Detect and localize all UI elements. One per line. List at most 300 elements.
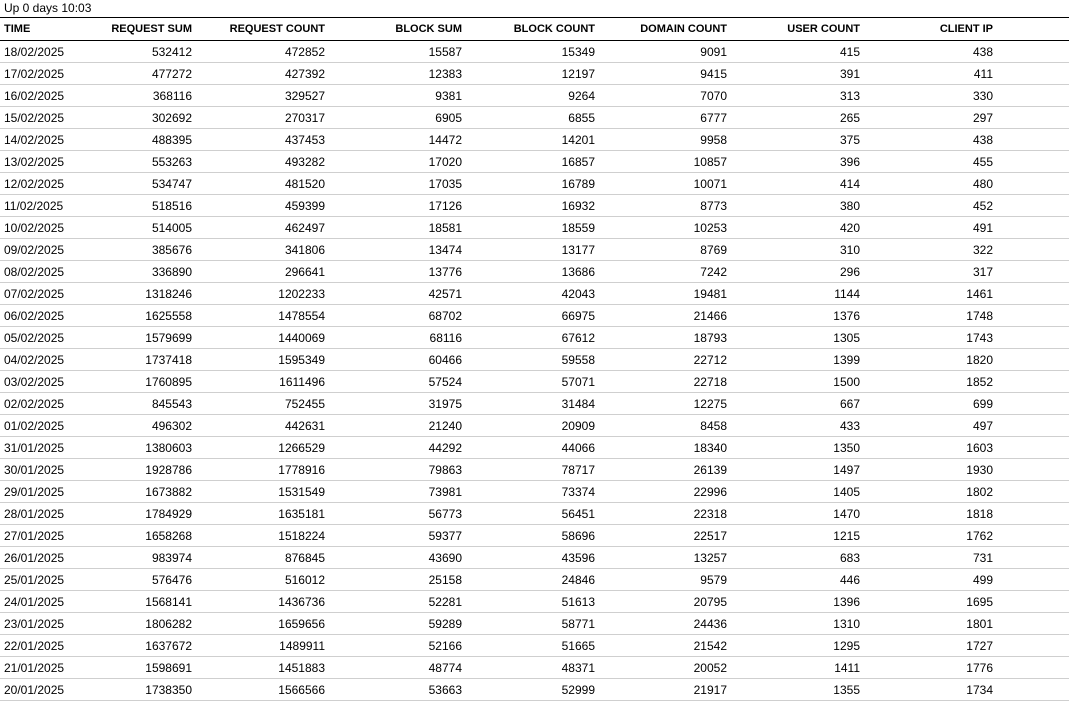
- cell-block-sum: 68116: [325, 327, 462, 349]
- cell-time: 05/02/2025: [0, 327, 106, 349]
- cell-user-count: 667: [727, 393, 860, 415]
- cell-block-sum: 17035: [325, 173, 462, 195]
- table-row: [0, 85, 1069, 107]
- cell-user-count: 375: [727, 129, 860, 151]
- cell-spacer: [993, 635, 1069, 657]
- cell-client-ip: 1852: [860, 371, 993, 393]
- cell-block-count: 18559: [462, 217, 595, 239]
- cell-request-sum: 1737418: [106, 349, 192, 371]
- cell-request-count: 462497: [192, 217, 325, 239]
- cell-request-sum: 1637672: [106, 635, 192, 657]
- cell-client-ip: 480: [860, 173, 993, 195]
- cell-block-sum: 13474: [325, 239, 462, 261]
- cell-request-count: 1659656: [192, 613, 325, 635]
- cell-request-sum: 1625558: [106, 305, 192, 327]
- cell-domain-count: 22517: [595, 525, 727, 547]
- cell-block-sum: 59289: [325, 613, 462, 635]
- cell-block-count: 56451: [462, 503, 595, 525]
- cell-spacer: [993, 151, 1069, 173]
- cell-time: 25/01/2025: [0, 569, 106, 591]
- table-row: [0, 107, 1069, 129]
- cell-domain-count: 9091: [595, 41, 727, 63]
- table-row: [0, 349, 1069, 371]
- cell-block-count: 78717: [462, 459, 595, 481]
- cell-domain-count: 21466: [595, 305, 727, 327]
- cell-time: 13/02/2025: [0, 151, 106, 173]
- table-row: [0, 239, 1069, 261]
- cell-domain-count: 20052: [595, 657, 727, 679]
- cell-request-sum: 477272: [106, 63, 192, 85]
- cell-spacer: [993, 415, 1069, 437]
- cell-time: 02/02/2025: [0, 393, 106, 415]
- table-row: [0, 283, 1069, 305]
- cell-time: 29/01/2025: [0, 481, 106, 503]
- cell-spacer: [993, 305, 1069, 327]
- cell-user-count: 1396: [727, 591, 860, 613]
- cell-time: 22/01/2025: [0, 635, 106, 657]
- cell-domain-count: 7070: [595, 85, 727, 107]
- cell-user-count: 1497: [727, 459, 860, 481]
- cell-spacer: [993, 437, 1069, 459]
- cell-block-count: 15349: [462, 41, 595, 63]
- cell-request-sum: 518516: [106, 195, 192, 217]
- cell-user-count: 265: [727, 107, 860, 129]
- cell-user-count: 415: [727, 41, 860, 63]
- cell-spacer: [993, 613, 1069, 635]
- cell-request-count: 1266529: [192, 437, 325, 459]
- cell-time: 10/02/2025: [0, 217, 106, 239]
- cell-request-sum: 368116: [106, 85, 192, 107]
- cell-client-ip: 1695: [860, 591, 993, 613]
- table-row: [0, 525, 1069, 547]
- cell-block-sum: 68702: [325, 305, 462, 327]
- cell-spacer: [993, 129, 1069, 151]
- cell-domain-count: 13257: [595, 547, 727, 569]
- header-block-count: BLOCK COUNT: [462, 18, 595, 41]
- cell-spacer: [993, 481, 1069, 503]
- cell-time: 16/02/2025: [0, 85, 106, 107]
- header-spacer: [993, 18, 1069, 41]
- table-row: [0, 657, 1069, 679]
- table-row: [0, 129, 1069, 151]
- cell-block-sum: 52281: [325, 591, 462, 613]
- cell-client-ip: 411: [860, 63, 993, 85]
- cell-user-count: 1355: [727, 679, 860, 701]
- cell-request-count: 1202233: [192, 283, 325, 305]
- cell-time: 03/02/2025: [0, 371, 106, 393]
- cell-user-count: 1470: [727, 503, 860, 525]
- cell-block-sum: 21240: [325, 415, 462, 437]
- table-row: [0, 459, 1069, 481]
- cell-block-sum: 6905: [325, 107, 462, 129]
- cell-client-ip: 1743: [860, 327, 993, 349]
- cell-request-count: 329527: [192, 85, 325, 107]
- cell-block-sum: 14472: [325, 129, 462, 151]
- cell-spacer: [993, 349, 1069, 371]
- cell-block-count: 13177: [462, 239, 595, 261]
- cell-block-count: 14201: [462, 129, 595, 151]
- cell-request-count: 481520: [192, 173, 325, 195]
- table-row: [0, 41, 1069, 63]
- cell-block-sum: 60466: [325, 349, 462, 371]
- table-row: [0, 613, 1069, 635]
- table-header-row: [0, 18, 1069, 41]
- table-row: [0, 635, 1069, 657]
- cell-user-count: 1411: [727, 657, 860, 679]
- cell-domain-count: 10253: [595, 217, 727, 239]
- cell-request-sum: 553263: [106, 151, 192, 173]
- cell-time: 14/02/2025: [0, 129, 106, 151]
- cell-spacer: [993, 459, 1069, 481]
- cell-client-ip: 1818: [860, 503, 993, 525]
- cell-request-count: 516012: [192, 569, 325, 591]
- cell-spacer: [993, 393, 1069, 415]
- cell-time: 15/02/2025: [0, 107, 106, 129]
- daily-stats-table: [0, 18, 1069, 701]
- cell-time: 31/01/2025: [0, 437, 106, 459]
- cell-block-count: 44066: [462, 437, 595, 459]
- table-row: [0, 151, 1069, 173]
- table-row: [0, 415, 1069, 437]
- cell-time: 01/02/2025: [0, 415, 106, 437]
- cell-spacer: [993, 173, 1069, 195]
- cell-request-sum: 336890: [106, 261, 192, 283]
- cell-domain-count: 21917: [595, 679, 727, 701]
- table-row: [0, 547, 1069, 569]
- cell-user-count: 1295: [727, 635, 860, 657]
- table-row: [0, 679, 1069, 701]
- cell-user-count: 1350: [727, 437, 860, 459]
- cell-domain-count: 22318: [595, 503, 727, 525]
- cell-time: 09/02/2025: [0, 239, 106, 261]
- header-request-sum: REQUEST SUM: [106, 18, 192, 41]
- cell-request-count: 437453: [192, 129, 325, 151]
- cell-spacer: [993, 525, 1069, 547]
- cell-block-count: 57071: [462, 371, 595, 393]
- cell-time: 21/01/2025: [0, 657, 106, 679]
- cell-client-ip: 1930: [860, 459, 993, 481]
- cell-client-ip: 438: [860, 129, 993, 151]
- cell-request-count: 459399: [192, 195, 325, 217]
- cell-request-sum: 1579699: [106, 327, 192, 349]
- cell-block-count: 20909: [462, 415, 595, 437]
- cell-block-count: 16932: [462, 195, 595, 217]
- cell-client-ip: 1802: [860, 481, 993, 503]
- cell-request-count: 1531549: [192, 481, 325, 503]
- cell-user-count: 1405: [727, 481, 860, 503]
- cell-block-count: 58696: [462, 525, 595, 547]
- cell-user-count: 1376: [727, 305, 860, 327]
- table-row: [0, 503, 1069, 525]
- cell-request-sum: 302692: [106, 107, 192, 129]
- cell-block-sum: 17020: [325, 151, 462, 173]
- cell-block-count: 51665: [462, 635, 595, 657]
- cell-client-ip: 699: [860, 393, 993, 415]
- table-row: [0, 305, 1069, 327]
- cell-domain-count: 9579: [595, 569, 727, 591]
- cell-client-ip: 455: [860, 151, 993, 173]
- cell-request-sum: 576476: [106, 569, 192, 591]
- cell-block-count: 24846: [462, 569, 595, 591]
- cell-request-count: 1611496: [192, 371, 325, 393]
- cell-spacer: [993, 261, 1069, 283]
- cell-request-count: 472852: [192, 41, 325, 63]
- cell-time: 20/01/2025: [0, 679, 106, 701]
- cell-spacer: [993, 239, 1069, 261]
- cell-client-ip: 1762: [860, 525, 993, 547]
- cell-client-ip: 1776: [860, 657, 993, 679]
- cell-domain-count: 24436: [595, 613, 727, 635]
- cell-request-count: 1451883: [192, 657, 325, 679]
- cell-user-count: 1399: [727, 349, 860, 371]
- cell-request-count: 1440069: [192, 327, 325, 349]
- cell-block-count: 52999: [462, 679, 595, 701]
- cell-client-ip: 491: [860, 217, 993, 239]
- cell-block-count: 43596: [462, 547, 595, 569]
- cell-time: 23/01/2025: [0, 613, 106, 635]
- cell-time: 30/01/2025: [0, 459, 106, 481]
- cell-user-count: 391: [727, 63, 860, 85]
- cell-client-ip: 297: [860, 107, 993, 129]
- cell-request-count: 1489911: [192, 635, 325, 657]
- cell-domain-count: 9415: [595, 63, 727, 85]
- cell-block-sum: 12383: [325, 63, 462, 85]
- table-row: [0, 481, 1069, 503]
- cell-request-sum: 532412: [106, 41, 192, 63]
- cell-user-count: 310: [727, 239, 860, 261]
- cell-domain-count: 8458: [595, 415, 727, 437]
- cell-spacer: [993, 217, 1069, 239]
- cell-client-ip: 1461: [860, 283, 993, 305]
- cell-block-count: 66975: [462, 305, 595, 327]
- cell-domain-count: 9958: [595, 129, 727, 151]
- cell-request-count: 442631: [192, 415, 325, 437]
- cell-block-sum: 48774: [325, 657, 462, 679]
- cell-request-sum: 845543: [106, 393, 192, 415]
- cell-user-count: 1310: [727, 613, 860, 635]
- cell-user-count: 420: [727, 217, 860, 239]
- cell-block-sum: 56773: [325, 503, 462, 525]
- cell-domain-count: 6777: [595, 107, 727, 129]
- cell-request-sum: 1760895: [106, 371, 192, 393]
- cell-block-count: 6855: [462, 107, 595, 129]
- cell-spacer: [993, 327, 1069, 349]
- cell-client-ip: 1603: [860, 437, 993, 459]
- cell-time: 11/02/2025: [0, 195, 106, 217]
- cell-spacer: [993, 371, 1069, 393]
- header-time: TIME: [0, 18, 106, 41]
- table-row: [0, 393, 1069, 415]
- cell-request-sum: 1598691: [106, 657, 192, 679]
- cell-block-sum: 18581: [325, 217, 462, 239]
- cell-time: 24/01/2025: [0, 591, 106, 613]
- cell-request-count: 493282: [192, 151, 325, 173]
- cell-block-sum: 57524: [325, 371, 462, 393]
- cell-domain-count: 18793: [595, 327, 727, 349]
- cell-request-count: 1436736: [192, 591, 325, 613]
- cell-user-count: 296: [727, 261, 860, 283]
- cell-block-sum: 25158: [325, 569, 462, 591]
- cell-time: 26/01/2025: [0, 547, 106, 569]
- cell-time: 07/02/2025: [0, 283, 106, 305]
- cell-spacer: [993, 569, 1069, 591]
- cell-request-count: 296641: [192, 261, 325, 283]
- cell-user-count: 1215: [727, 525, 860, 547]
- cell-spacer: [993, 63, 1069, 85]
- cell-request-sum: 534747: [106, 173, 192, 195]
- cell-request-sum: 1673882: [106, 481, 192, 503]
- cell-request-count: 1595349: [192, 349, 325, 371]
- cell-request-sum: 514005: [106, 217, 192, 239]
- cell-request-count: 270317: [192, 107, 325, 129]
- cell-request-count: 1566566: [192, 679, 325, 701]
- cell-client-ip: 330: [860, 85, 993, 107]
- table-row: [0, 173, 1069, 195]
- cell-request-sum: 1738350: [106, 679, 192, 701]
- cell-domain-count: 19481: [595, 283, 727, 305]
- cell-request-count: 1778916: [192, 459, 325, 481]
- table-body: [0, 41, 1069, 701]
- cell-block-sum: 13776: [325, 261, 462, 283]
- cell-domain-count: 22712: [595, 349, 727, 371]
- cell-client-ip: 452: [860, 195, 993, 217]
- cell-block-count: 13686: [462, 261, 595, 283]
- cell-client-ip: 497: [860, 415, 993, 437]
- table-row: [0, 569, 1069, 591]
- cell-client-ip: 1748: [860, 305, 993, 327]
- cell-time: 27/01/2025: [0, 525, 106, 547]
- cell-block-sum: 9381: [325, 85, 462, 107]
- cell-request-sum: 1928786: [106, 459, 192, 481]
- cell-client-ip: 1727: [860, 635, 993, 657]
- cell-client-ip: 1820: [860, 349, 993, 371]
- uptime-status: Up 0 days 10:03: [0, 0, 1069, 18]
- cell-domain-count: 20795: [595, 591, 727, 613]
- cell-user-count: 313: [727, 85, 860, 107]
- table-row: [0, 371, 1069, 393]
- cell-domain-count: 21542: [595, 635, 727, 657]
- cell-domain-count: 22718: [595, 371, 727, 393]
- cell-request-count: 1478554: [192, 305, 325, 327]
- cell-block-count: 48371: [462, 657, 595, 679]
- cell-request-count: 1635181: [192, 503, 325, 525]
- header-client-ip: CLIENT IP: [860, 18, 993, 41]
- cell-block-count: 16789: [462, 173, 595, 195]
- cell-domain-count: 12275: [595, 393, 727, 415]
- table-row: [0, 63, 1069, 85]
- cell-request-sum: 1568141: [106, 591, 192, 613]
- cell-request-sum: 983974: [106, 547, 192, 569]
- cell-block-count: 31484: [462, 393, 595, 415]
- cell-block-sum: 42571: [325, 283, 462, 305]
- cell-user-count: 1144: [727, 283, 860, 305]
- cell-client-ip: 1801: [860, 613, 993, 635]
- cell-spacer: [993, 283, 1069, 305]
- cell-block-count: 51613: [462, 591, 595, 613]
- cell-block-count: 59558: [462, 349, 595, 371]
- cell-block-count: 42043: [462, 283, 595, 305]
- cell-request-sum: 1658268: [106, 525, 192, 547]
- table-row: [0, 261, 1069, 283]
- cell-client-ip: 731: [860, 547, 993, 569]
- cell-request-sum: 1380603: [106, 437, 192, 459]
- cell-time: 18/02/2025: [0, 41, 106, 63]
- cell-block-count: 73374: [462, 481, 595, 503]
- cell-user-count: 433: [727, 415, 860, 437]
- cell-block-sum: 59377: [325, 525, 462, 547]
- header-user-count: USER COUNT: [727, 18, 860, 41]
- cell-spacer: [993, 195, 1069, 217]
- cell-block-sum: 31975: [325, 393, 462, 415]
- cell-client-ip: 1734: [860, 679, 993, 701]
- cell-block-sum: 53663: [325, 679, 462, 701]
- cell-block-sum: 15587: [325, 41, 462, 63]
- cell-spacer: [993, 591, 1069, 613]
- cell-request-count: 427392: [192, 63, 325, 85]
- cell-spacer: [993, 547, 1069, 569]
- cell-block-sum: 79863: [325, 459, 462, 481]
- cell-domain-count: 18340: [595, 437, 727, 459]
- table-row: [0, 195, 1069, 217]
- cell-domain-count: 22996: [595, 481, 727, 503]
- cell-domain-count: 8769: [595, 239, 727, 261]
- table-row: [0, 327, 1069, 349]
- cell-request-count: 1518224: [192, 525, 325, 547]
- cell-block-sum: 52166: [325, 635, 462, 657]
- cell-block-sum: 73981: [325, 481, 462, 503]
- cell-client-ip: 438: [860, 41, 993, 63]
- cell-block-count: 67612: [462, 327, 595, 349]
- cell-time: 06/02/2025: [0, 305, 106, 327]
- cell-block-count: 9264: [462, 85, 595, 107]
- cell-block-count: 58771: [462, 613, 595, 635]
- table-row: [0, 437, 1069, 459]
- cell-request-count: 341806: [192, 239, 325, 261]
- cell-domain-count: 8773: [595, 195, 727, 217]
- cell-domain-count: 10857: [595, 151, 727, 173]
- table-row: [0, 591, 1069, 613]
- cell-time: 12/02/2025: [0, 173, 106, 195]
- cell-time: 08/02/2025: [0, 261, 106, 283]
- cell-time: 04/02/2025: [0, 349, 106, 371]
- cell-spacer: [993, 41, 1069, 63]
- cell-block-sum: 17126: [325, 195, 462, 217]
- cell-spacer: [993, 657, 1069, 679]
- cell-user-count: 1305: [727, 327, 860, 349]
- cell-time: 17/02/2025: [0, 63, 106, 85]
- cell-user-count: 1500: [727, 371, 860, 393]
- cell-client-ip: 322: [860, 239, 993, 261]
- cell-request-sum: 496302: [106, 415, 192, 437]
- cell-user-count: 414: [727, 173, 860, 195]
- cell-time: 28/01/2025: [0, 503, 106, 525]
- cell-spacer: [993, 85, 1069, 107]
- cell-user-count: 446: [727, 569, 860, 591]
- table-row: [0, 217, 1069, 239]
- cell-domain-count: 10071: [595, 173, 727, 195]
- cell-request-sum: 1784929: [106, 503, 192, 525]
- header-domain-count: DOMAIN COUNT: [595, 18, 727, 41]
- cell-request-sum: 488395: [106, 129, 192, 151]
- cell-block-count: 12197: [462, 63, 595, 85]
- cell-user-count: 396: [727, 151, 860, 173]
- cell-request-count: 752455: [192, 393, 325, 415]
- cell-client-ip: 499: [860, 569, 993, 591]
- cell-spacer: [993, 679, 1069, 701]
- cell-request-sum: 385676: [106, 239, 192, 261]
- cell-block-sum: 44292: [325, 437, 462, 459]
- header-request-count: REQUEST COUNT: [192, 18, 325, 41]
